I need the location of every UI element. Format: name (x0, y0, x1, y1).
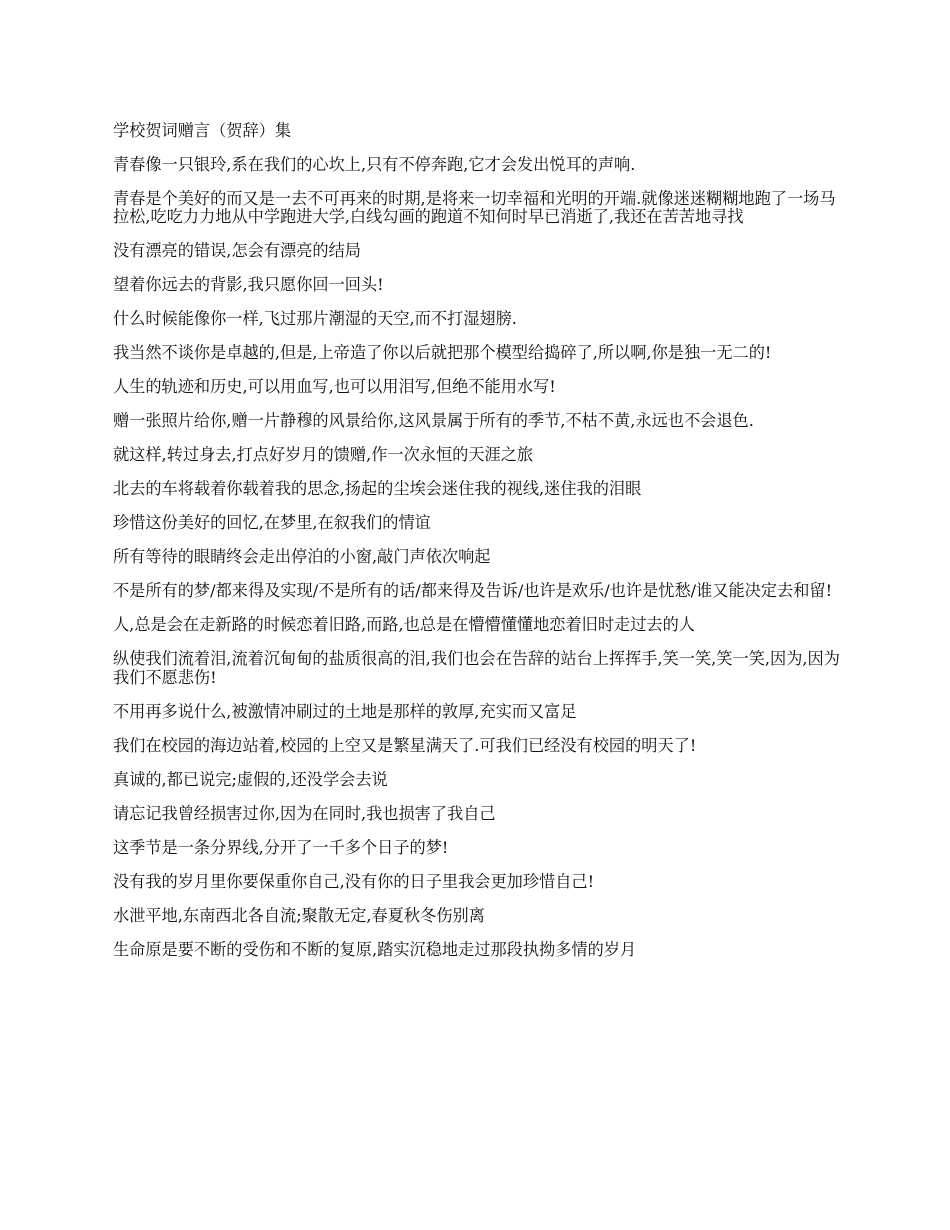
paragraph: 就这样,转过身去,打点好岁月的馈赠,作一次永恒的天涯之旅 (113, 445, 534, 464)
paragraph: 不是所有的梦/都来得及实现/不是所有的话/都来得及告诉/也许是欢乐/也许是忧愁/谁又能决定去和留! (113, 581, 833, 600)
paragraph: 纵使我们流着泪,流着沉甸甸的盐质很高的泪,我们也会在告辞的站台上挥挥手,笑一笑,笑一笑,因为,因为我们不愿悲伤! (113, 649, 840, 687)
paragraph: 珍惜这份美好的回忆,在梦里,在叙我们的情谊 (113, 513, 431, 532)
document-page (113, 122, 841, 975)
paragraph: 青春像一只银玲,系在我们的心坎上,只有不停奔跑,它才会发出悦耳的声响. (113, 154, 636, 174)
paragraph: 真诚的,都已说完;虚假的,还没学会去说 (113, 769, 388, 789)
paragraph: 人生的轨迹和历史,可以用血写,也可以用泪写,但绝不能用水写! (113, 377, 556, 396)
paragraph: 这季节是一条分界线,分开了一千多个日子的梦! (113, 837, 449, 857)
paragraph: 青春是个美好的而又是一去不可再来的时期,是将来一切幸福和光明的开端.就像迷迷糊糊地跑了一场马拉松,吃吃力力地从中学跑进大学,白线勾画的跑道不知何时早已消逝了,我还在苦苦地寻找 (113, 188, 836, 226)
paragraph: 生命原是要不断的受伤和不断的复原,踏实沉稳地走过那段执拗多情的岁月 (113, 939, 637, 959)
paragraph: 没有漂亮的错误,怎会有漂亮的结局 (113, 241, 361, 260)
paragraph: 不用再多说什么,被激情冲刷过的土地是那样的敦厚,充实而又富足 (113, 701, 577, 721)
paragraph: 人,总是会在走新路的时候恋着旧路,而路,也总是在懵懵懂懂地恋着旧时走过去的人 (113, 615, 695, 634)
paragraph: 水泄平地,东南西北各自流;聚散无定,春夏秋冬伤别离 (113, 905, 485, 925)
paragraph: 什么时候能像你一样,飞过那片潮湿的天空,而不打湿翅膀. (113, 309, 517, 328)
paragraph: 北去的车将载着你载着我的思念,扬起的尘埃会迷住我的视线,迷住我的泪眼 (113, 479, 642, 498)
paragraph: 赠一张照片给你,赠一片静穆的风景给你,这风景属于所有的季节,不枯不黄,永远也不会退色. (113, 411, 754, 430)
document-title: 学校贺词赠言（贺辞）集 (113, 121, 292, 140)
paragraph: 我当然不谈你是卓越的,但是,上帝造了你以后就把那个模型给捣碎了,所以啊,你是独一无二的! (113, 343, 772, 362)
paragraph: 没有我的岁月里你要保重你自己,没有你的日子里我会更加珍惜自己! (113, 871, 595, 891)
paragraph: 所有等待的眼睛终会走出停泊的小窗,敲门声依次响起 (113, 547, 491, 566)
paragraph: 请忘记我曾经损害过你,因为在同时,我也损害了我自己 (113, 803, 496, 823)
paragraph: 望着你远去的背影,我只愿你回一回头! (113, 275, 384, 294)
paragraph: 我们在校园的海边站着,校园的上空又是繁星满天了.可我们已经没有校园的明天了! (113, 735, 697, 755)
